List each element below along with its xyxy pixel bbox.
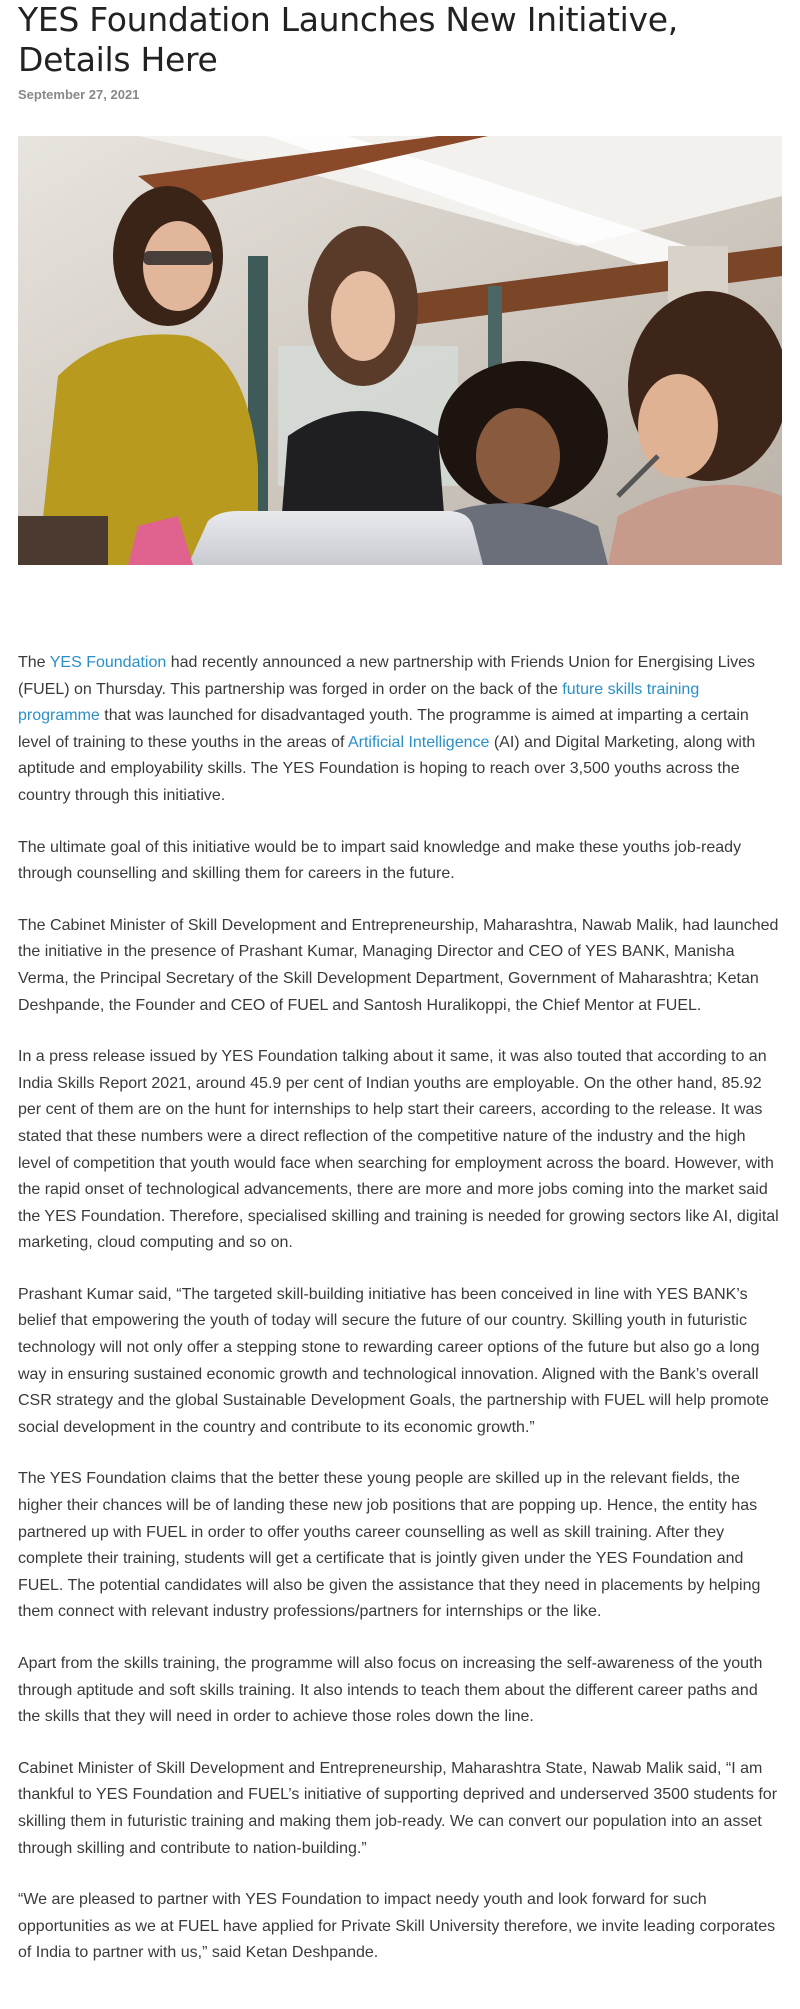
paragraph-text: Prashant Kumar said, “The targeted skill-building initiative has been conceived in line with YES BANK’s belief that empowering the youth of today will secure the future of our country. Skilling youth in futuristic technology will not only offer a stepping stone to rewarding career options of the future but also go a long way in ensuring sustained economic growth and technological innovation. Aligned with the Bank’s overall CSR strategy and the global Sustainable Development Goals, the partnership with FUEL will help promote social development in the country and contribute to its economic growth.” xyxy=(18,1285,769,1436)
article-paragraph xyxy=(18,1756,782,1862)
article-paragraph xyxy=(18,1887,782,1967)
publish-date: September 27, 2021 xyxy=(18,87,140,102)
hero-image xyxy=(18,136,782,565)
inline-link[interactable]: YES Foundation xyxy=(49,654,167,671)
paragraph-text: Cabinet Minister of Skill Development and Entrepreneurship, Maharashtra State, Nawab Malik said, “I am thankful to YES Foundation and FUEL’s initiative of supporting deprived and underserved 3500 students for skilling them in futuristic training and making them job-ready. We can convert our population into an asset through skilling and contribute to nation-building.” xyxy=(18,1759,778,1857)
article-paragraph xyxy=(18,913,782,1019)
hero-photo-illustration xyxy=(18,136,782,565)
paragraph-text: “We are pleased to partner with YES Foundation to impact needy youth and look forward for such opportunities as we at FUEL have applied for Private Skill University therefore, we invite leading corporates of India to partner with us,” said Ketan Deshpande. xyxy=(18,1891,776,1962)
article-paragraph xyxy=(18,650,782,810)
article-title: YES Foundation Launches New Initiative, Details Here xyxy=(18,0,678,79)
article-paragraph xyxy=(18,1044,782,1257)
article-paragraph xyxy=(18,835,782,888)
paragraph-text: that was launched for disadvantaged youth. The programme is aimed at imparting a certain level of training to these youths in the areas of xyxy=(18,707,749,751)
article-body xyxy=(18,650,782,1992)
inline-link[interactable]: Artificial Intelligence xyxy=(347,733,490,751)
paragraph-text: The Cabinet Minister of Skill Development and Entrepreneurship, Maharashtra, Nawab Malik, had launched the initiative in the presence of Prashant Kumar, Managing Director and CEO of YES BANK, Manisha Verma, the Principal Secretary of the Skill Development Department, Government of Maharashtra; Ketan Deshpande, the Founder and CEO of FUEL and Santosh Huralikoppi, the Chief Mentor at FUEL. xyxy=(18,916,779,1014)
paragraph-text: had recently announced a new partnership with Friends Union for Energising Lives (FUEL) on Thursday. This partnership was forged in order on the back of the xyxy=(18,654,756,698)
inline-link[interactable]: future skills training programme xyxy=(18,680,700,725)
paragraph-text: Apart from the skills training, the programme will also focus on increasing the self-awareness of the youth through aptitude and soft skills training. It also intends to teach them about the different career paths and the skills that they will need in order to achieve those roles down the line. xyxy=(18,1655,763,1726)
paragraph-text: The ultimate goal of this initiative would be to impart said knowledge and make these youths job-ready through counselling and skilling them for careers in the future. xyxy=(18,838,742,883)
article-paragraph xyxy=(18,1466,782,1626)
paragraph-text: The YES Foundation claims that the better these young people are skilled up in the relevant fields, the higher their chances will be of landing these new job positions that are popping up. Hence, the entity has partnered up with FUEL in order to offer youths career counselling as well as skill training. After they complete their training, students will get a certificate that is jointly given under the YES Foundation and FUEL. The potential candidates will also be given the assistance that they need in placements by helping them connect with relevant industry professions/partners for internships or the like. xyxy=(18,1470,761,1621)
paragraph-text: (AI) and Digital Marketing, along with aptitude and employability skills. The YES Foundation is hoping to reach over 3,500 youths across the country through this initiative. xyxy=(18,733,756,804)
paragraph-text: In a press release issued by YES Foundation talking about it same, it was also touted that according to an India Skills Report 2021, around 45.9 per cent of Indian youths are employable. On the other hand, 85.92 per cent of them are on the hunt for internships to help start their careers, according to the release. It was stated that these numbers were a direct reflection of the competitive nature of the industry and the high level of competition that youth would face when searching for employment across the board. However, with the rapid onset of technological advancements, there are more and more jobs coming into the market said the YES Foundation. Therefore, specialised skilling and training is needed for growing sectors like AI, digital marketing, cloud computing and so on. xyxy=(18,1048,779,1252)
article-paragraph xyxy=(18,1282,782,1442)
paragraph-text: The xyxy=(18,654,50,671)
article-paragraph xyxy=(18,1651,782,1731)
